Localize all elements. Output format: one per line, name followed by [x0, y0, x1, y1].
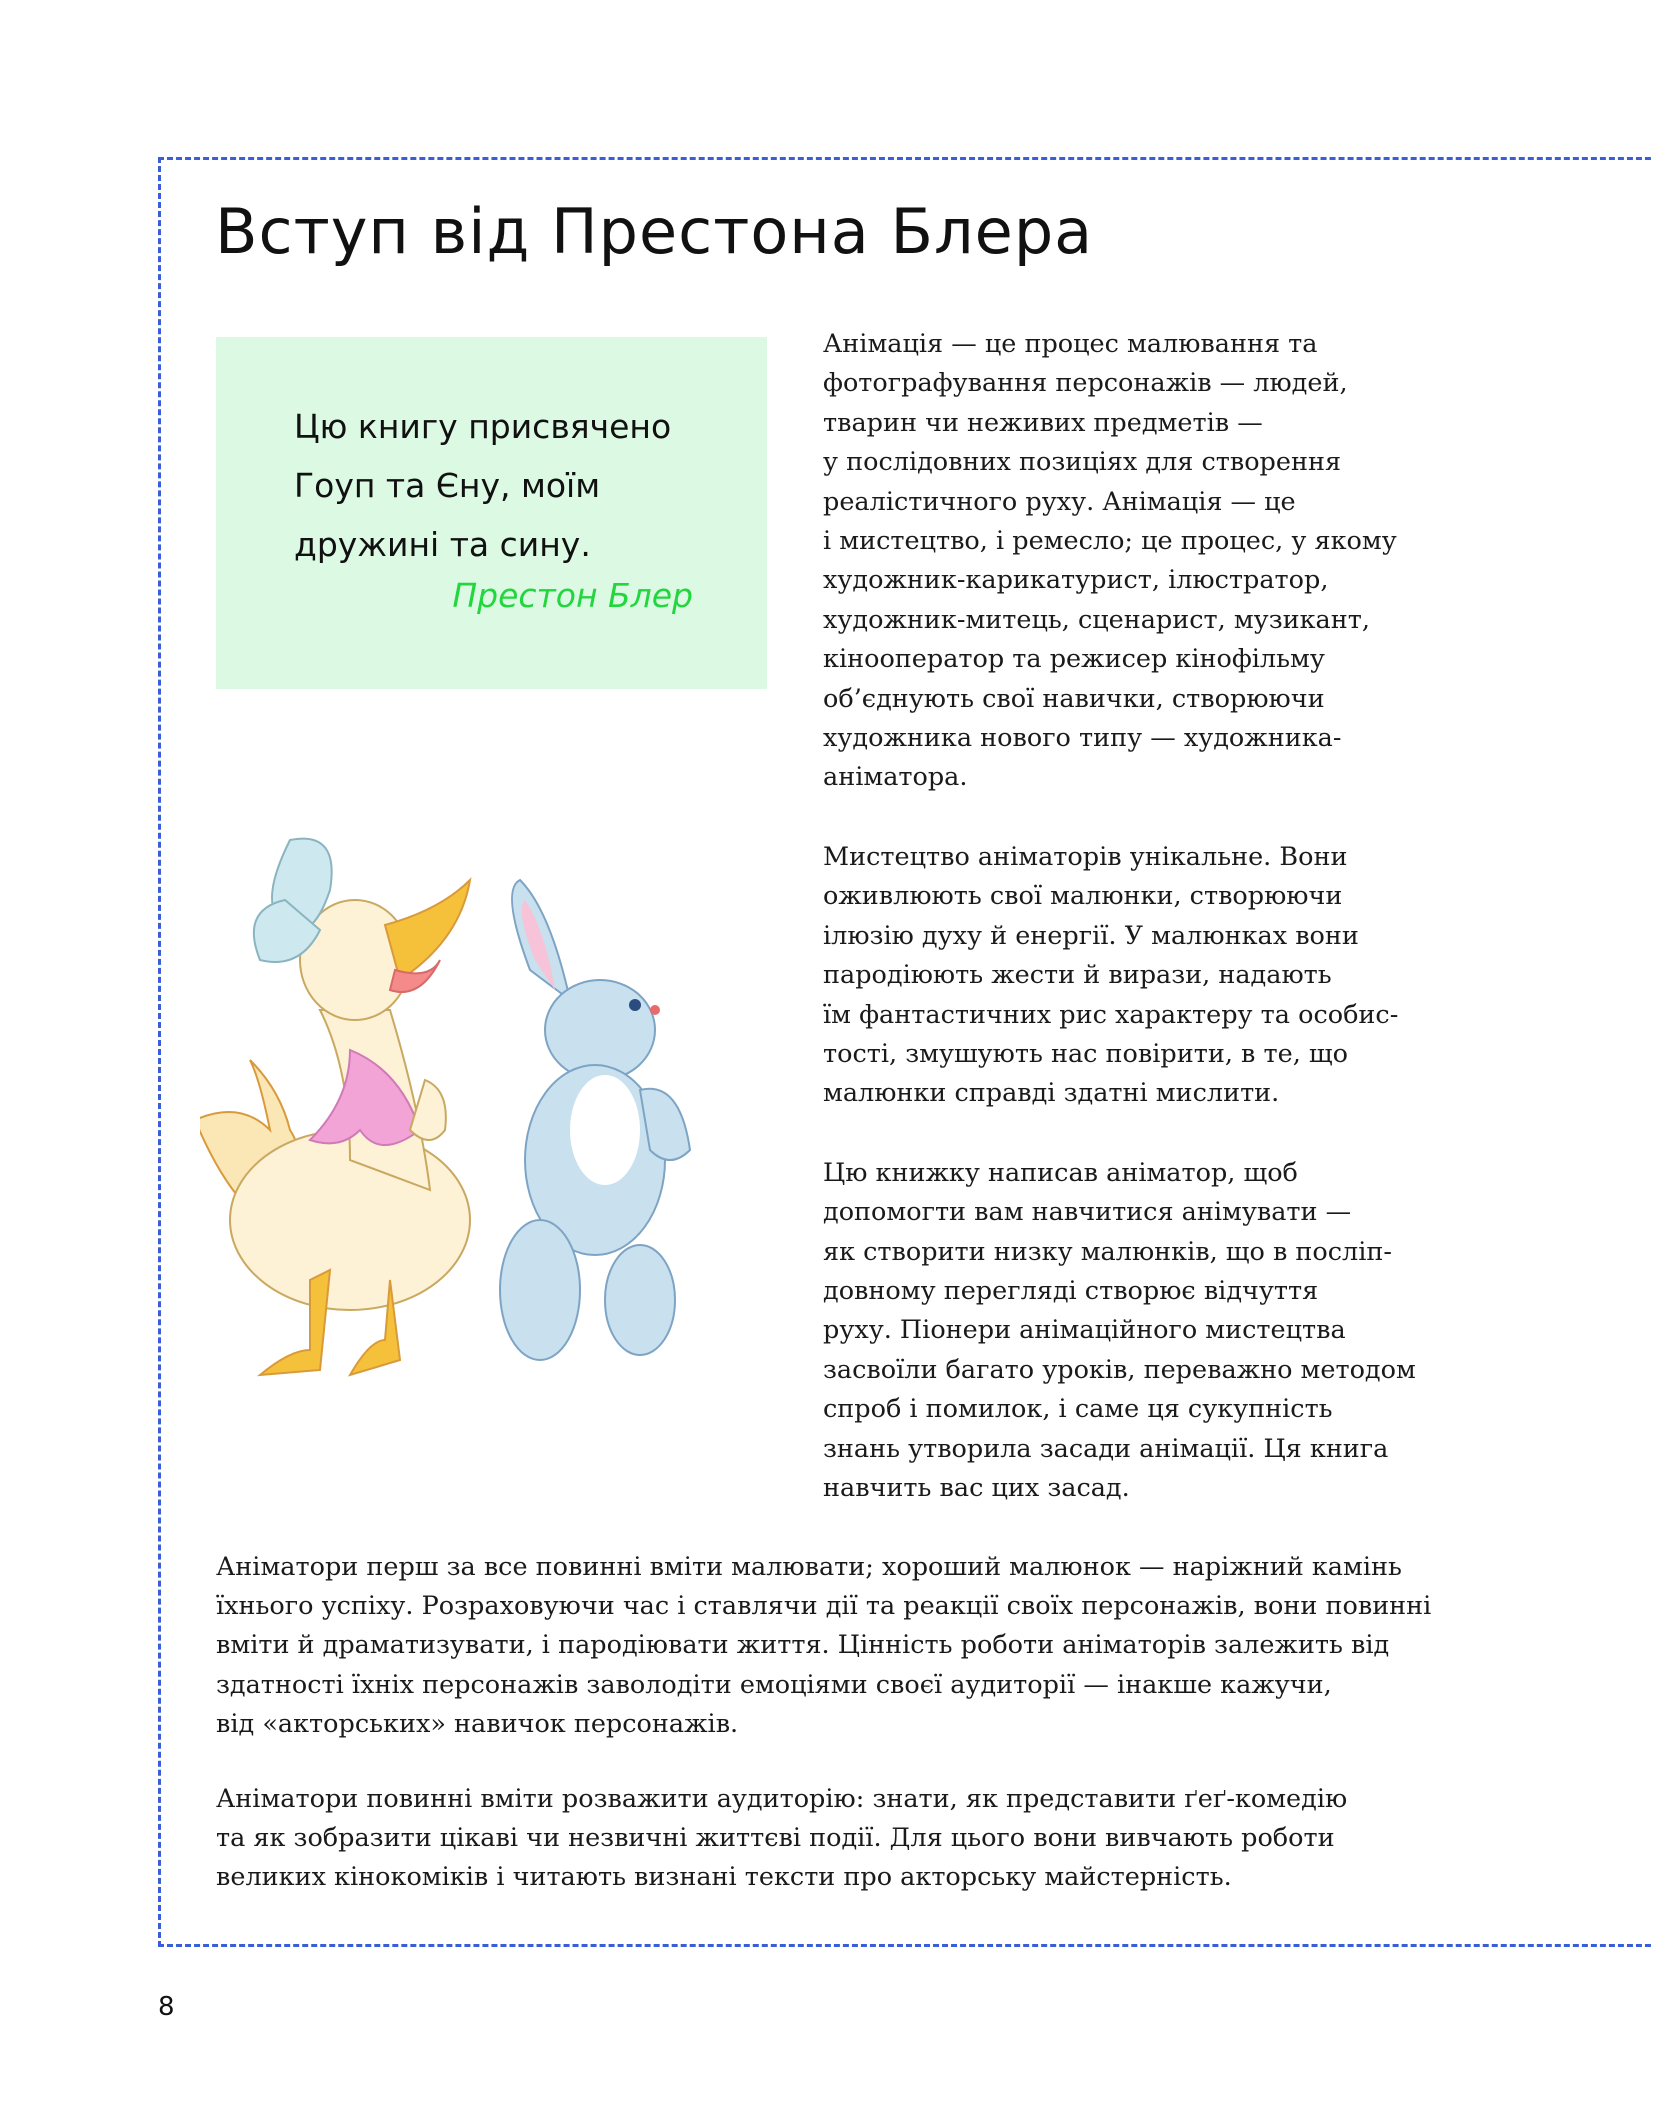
- text-line: навчить вас цих засад.: [823, 1472, 1130, 1503]
- text-line: малюнки справді здатні мислити.: [823, 1078, 1280, 1109]
- text-line: як створити низку малюнків, що в посліп-: [823, 1236, 1393, 1267]
- page-number: 8: [158, 1992, 175, 2022]
- paragraph: [823, 325, 1423, 798]
- text-line: у послідовних позиціях для створення: [823, 447, 1342, 478]
- text-line: засвоїли багато уроків, переважно методом: [823, 1354, 1416, 1385]
- text-line: об’єднують свої навички, створюючи: [823, 683, 1325, 714]
- text-line: Мистецтво аніматорів унікальне. Вони: [823, 841, 1348, 872]
- text-line: художник-митець, сценарист, музикант,: [823, 604, 1370, 635]
- text-line: довному перегляді створює відчуття: [823, 1275, 1319, 1306]
- text-line: реалістичного руху. Анімація — це: [823, 486, 1296, 517]
- text-line: вміти й драматизувати, і пародіювати життя. Цінність роботи аніматорів залежить від: [216, 1630, 1390, 1661]
- page-title: Вступ від Престона Блера: [215, 195, 1094, 268]
- text-line: їм фантастичних рис характеру та особис-: [823, 999, 1399, 1030]
- text-line: спроб і помилок, і саме ця сукупність: [823, 1394, 1333, 1425]
- text-line: Аніматори повинні вміти розважити аудиторію: знати, як представити ґеґ-комедію: [216, 1784, 1348, 1815]
- text-line: і мистецтво, і ремесло; це процес, у якому: [823, 526, 1397, 557]
- dedication-box: [216, 337, 767, 689]
- text-line: пародіюють жести й вирази, надають: [823, 960, 1332, 991]
- bottom-text: [216, 1548, 1466, 1934]
- text-line: здатності їхніх персонажів заволодіти емоціями своєї аудиторії — інакше кажучи,: [216, 1669, 1332, 1700]
- text-line: оживлюють свої малюнки, створюючи: [823, 881, 1343, 912]
- text-line: руху. Піонери анімаційного мистецтва: [823, 1315, 1346, 1346]
- text-line: художника нового типу — художника-: [823, 723, 1342, 754]
- text-line: та як зобразити цікаві чи незвичні життєві події. Для цього вони вивчають роботи: [216, 1823, 1335, 1854]
- paragraph: [216, 1548, 1466, 1744]
- text-line: Цю книжку написав аніматор, щоб: [823, 1157, 1298, 1188]
- text-line: знань утворила засади анімації. Ця книга: [823, 1433, 1389, 1464]
- text-line: тості, змушують нас повірити, в те, що: [823, 1038, 1348, 1069]
- dedication-line: Гоуп та Єну, моїм: [294, 466, 601, 505]
- text-line: фотографування персонажів — людей,: [823, 368, 1348, 399]
- dedication-line: Цю книгу присвячено: [294, 407, 672, 446]
- text-line: від «акторських» навичок персонажів.: [216, 1708, 739, 1739]
- duck-illustration: [200, 839, 470, 1375]
- paragraph: [823, 838, 1423, 1114]
- text-line: ілюзію духу й енергії. У малюнках вони: [823, 920, 1359, 951]
- dedication-line: дружині та сину.: [294, 525, 591, 564]
- text-line: Анімація — це процес малювання та: [823, 329, 1318, 359]
- paragraph: [216, 1780, 1466, 1898]
- text-line: тварин чи неживих предметів —: [823, 407, 1263, 438]
- text-line: кінооператор та режисер кінофільму: [823, 644, 1325, 675]
- text-line: допомогти вам навчитися анімувати —: [823, 1197, 1352, 1228]
- text-line: аніматора.: [823, 762, 968, 793]
- right-column-text: [823, 325, 1423, 1548]
- duck-and-rabbit-illustration: [200, 830, 800, 1390]
- paragraph: [823, 1154, 1423, 1509]
- text-line: художник-карикатурист, ілюстратор,: [823, 565, 1329, 596]
- text-line: Аніматори перш за все повинні вміти малювати; хороший малюнок — наріжний камінь: [216, 1552, 1402, 1582]
- text-line: великих кінокоміків і читають визнані тексти про акторську майстерність.: [216, 1862, 1232, 1893]
- dedication-signature: Престон Блер: [452, 576, 693, 615]
- rabbit-illustration: [500, 880, 690, 1360]
- text-line: їхнього успіху. Розраховуючи час і ставлячи дії та реакції своїх персонажів, вони повинні: [216, 1591, 1432, 1622]
